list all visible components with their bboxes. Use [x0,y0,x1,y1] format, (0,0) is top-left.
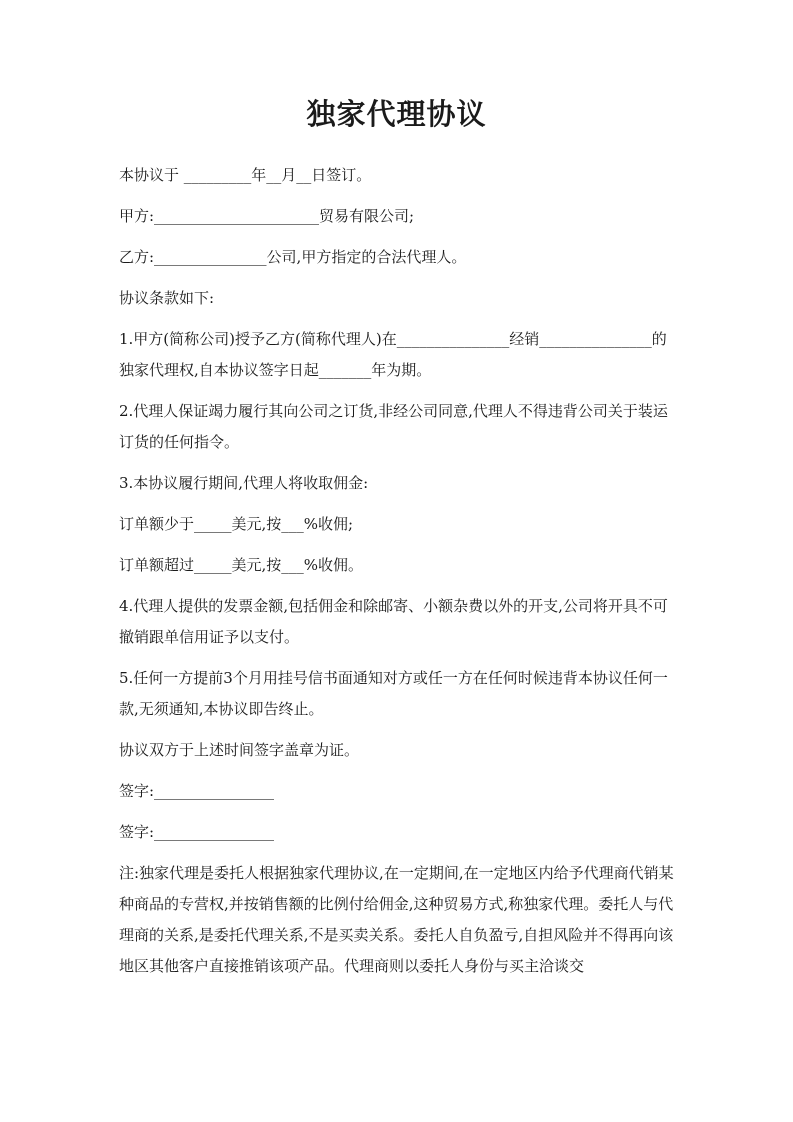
paragraph-signature-1: 签字:________________ [119,782,275,800]
paragraph-clause-4: 4.代理人提供的发票金额,包括佣金和除邮寄、小额杂费以外的开支,公司将开具不可撤销跟单信用证予以支付。 [119,597,668,646]
paragraph-terms-heading: 协议条款如下: [119,289,215,307]
paragraph-clause-3: 3.本协议履行期间,代理人将收取佣金: [119,474,369,492]
paragraph-witness: 协议双方于上述时间签字盖章为证。 [119,741,360,759]
paragraph-signature-2: 签字:________________ [119,823,275,841]
paragraph-party-b: 乙方:_______________公司,甲方指定的合法代理人。 [119,248,467,266]
paragraph-date: 本协议于 _________年__月__日签订。 [119,166,372,184]
paragraph-clause-5: 5.任何一方提前3个月用挂号信书面通知对方或任一方在任何时候违背本协议任何一款,无须通知,本协议即告终止。 [119,669,668,718]
paragraph-clause-2: 2.代理人保证竭力履行其向公司之订货,非经公司同意,代理人不得违背公司关于装运订货的任何指令。 [119,402,668,451]
document-body [119,160,675,992]
paragraph-commission-low: 订单额少于_____美元,按___%收佣; [119,515,354,533]
paragraph-party-a: 甲方:______________________贸易有限公司; [119,207,415,225]
paragraph-note: 注:独家代理是委托人根据独家代理协议,在一定期间,在一定地区内给予代理商代销某种商品的专营权,并按销售额的比例付给佣金,这种贸易方式,称独家代理。委托人与代理商的关系,是委托代理关系,不是买卖关系。委托人自负盈亏,自担风险并不得再向该地区其他客户直接推销该项产品。代理商则以委托人身份与买主洽谈交 [119,864,674,975]
paragraph-commission-high: 订单额超过_____美元,按___%收佣。 [119,556,364,574]
paragraph-clause-1: 1.甲方(简称公司)授予乙方(简称代理人)在_______________经销_______________的独家代理权,自本协议签字日起_______年为期。 [119,330,667,379]
document-title: 独家代理协议 [306,97,487,131]
